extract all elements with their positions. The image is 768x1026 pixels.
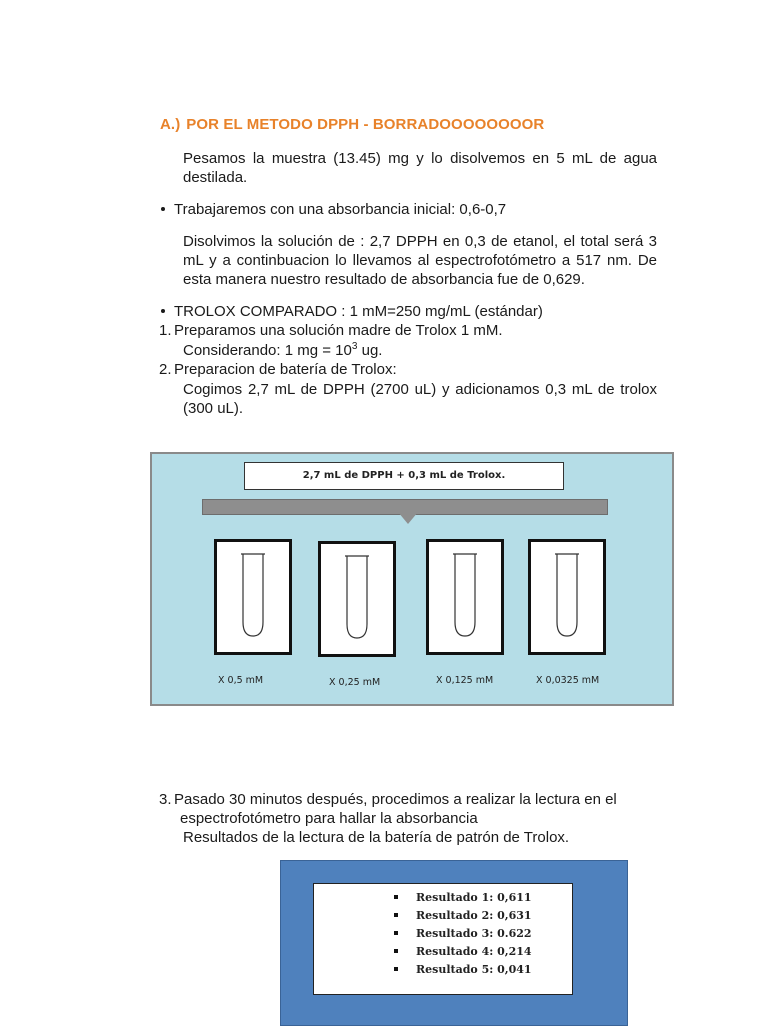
tube-concentration-label: X 0,25 mM [329,677,381,688]
step-3-line1: Pasado 30 minutos después, procedimos a realizar la lectura en el [174,791,617,808]
test-tube-icon [321,544,393,654]
step-3-line3: Resultados de la lectura de la batería de patrón de Trolox. [183,829,570,846]
tube-concentration-label: X 0,0325 mM [536,675,600,686]
paragraph-solution: Disolvimos la solución de : 2,7 DPPH en 0,3 de etanol, el total será 3 mL y a continbuacion lo llevamos al espectrofotómetro a 517 nm. De esta manera nuestro resultado de absorbancia fue de 0,629. [183,233,657,288]
square-bullet-icon [394,931,398,935]
tube-concentration-label: X 0,5 mM [218,675,264,686]
step-2-text: Preparacion de batería de Trolox: [174,361,397,378]
test-tube-card [214,539,292,655]
step-3-line2: espectrofotómetro para hallar la absorbancia [180,810,478,827]
square-bullet-icon [394,913,398,917]
bullet-dot [161,309,165,313]
step-2-sub: Cogimos 2,7 mL de DPPH (2700 uL) y adicionamos 0,3 mL de trolox (300 uL). [183,381,657,417]
tube-concentration-label: X 0,125 mM [436,675,494,686]
bullet-dot [161,207,165,211]
section-number: A.) [160,116,181,133]
test-tube-card [528,539,606,655]
test-tube-card [426,539,504,655]
step-1-text: Preparamos una solución madre de Trolox 1 mM. [174,322,503,339]
result-item: Resultado 2: 0,631 [314,907,572,925]
result-item: Resultado 4: 0,214 [314,943,572,961]
square-bullet-icon [394,967,398,971]
diagram-header: 2,7 mL de DPPH + 0,3 mL de Trolox. [244,462,564,490]
bullet-trolox: TROLOX COMPARADO : 1 mM=250 mg/mL (estándar) [174,303,543,320]
step-number: 2. [159,361,172,378]
section-heading [160,116,544,133]
step-number: 3. [159,791,172,808]
square-bullet-icon [394,895,398,899]
results-panel [280,860,628,1026]
result-item: Resultado 1: 0,611 [314,889,572,907]
section-title: POR EL METODO DPPH - BORRADOOOOOOOOR [186,116,545,133]
arrow-down-icon [398,512,418,524]
trolox-battery-diagram [150,452,674,706]
test-tube-icon [429,542,501,652]
results-list [313,883,573,995]
result-item: Resultado 5: 0,041 [314,961,572,979]
step-number: 1. [159,322,172,339]
test-tube-icon [217,542,289,652]
result-item: Resultado 3: 0.622 [314,925,572,943]
square-bullet-icon [394,949,398,953]
test-tube-icon [531,542,603,652]
bullet-absorbance: Trabajaremos con una absorbancia inicial: 0,6-0,7 [174,201,507,218]
test-tube-card [318,541,396,657]
paragraph-sample: Pesamos la muestra (13.45) mg y lo disolvemos en 5 mL de agua destilada. [183,150,657,186]
step-1-sub: Considerando: 1 mg = $10^3$ ug. [183,341,383,359]
